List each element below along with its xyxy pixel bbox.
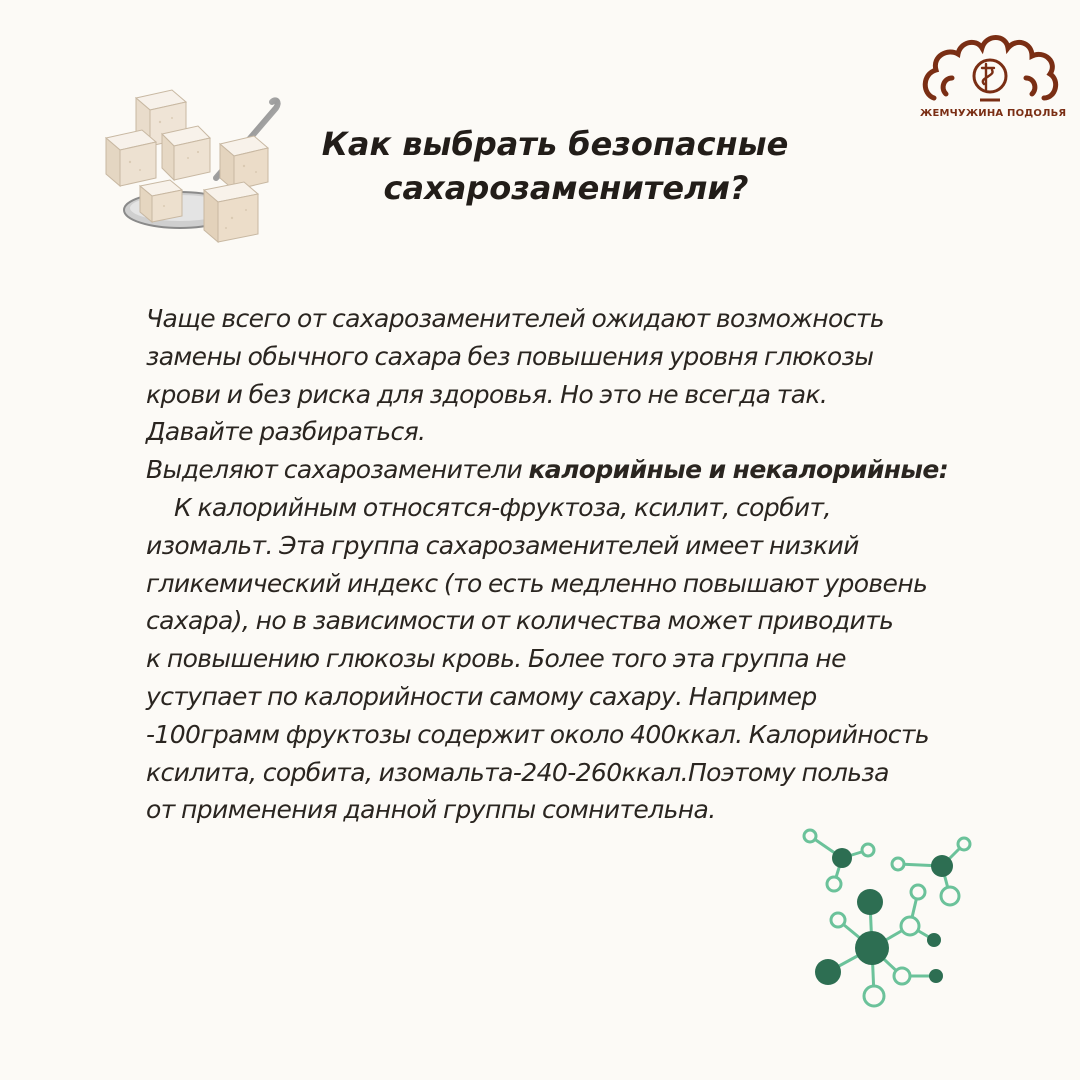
body-line: Чаще всего от сахарозаменителей ожидают возможность [146,304,884,333]
pearl-shell-icon [920,28,1060,108]
article-body [146,300,986,829]
title-line-1: Как выбрать безопасные [321,125,789,163]
body-line: замены обычного сахара без повышения уровня глюкозы [146,341,874,371]
body-line: К калорийным относятся-фруктоза, ксилит, сорбит, [174,492,831,522]
body-line: от применения данной группы сомнительна. [146,795,716,825]
classification-prefix: Выделяют сахарозаменители [146,455,529,485]
body-line-classification [146,451,986,489]
body-line: изомальт. Эта группа сахарозаменителей имеет низкий [146,530,859,560]
page-title [300,122,810,210]
body-line: крови и без риска для здоровья. Но это не всегда так. [146,379,828,409]
body-line: сахара), но в зависимости от количества может приводить [146,606,894,636]
title-line-2: сахарозаменители? [383,169,749,207]
body-line: к повышению глюкозы кровь. Более того эта группа не [146,644,846,674]
body-line: -100грамм фруктозы содержит около 400ккал. Калорийность [146,719,929,749]
body-line: гликемический индекс (то есть медленно повышают уровень [146,568,928,598]
body-line: Давайте разбираться. [146,417,426,447]
molecule-icon [798,826,988,1016]
body-line: ксилита, сорбита, изомальта-240-260ккал.Поэтому польза [146,757,889,787]
sugar-cubes-spoon-icon [100,82,290,252]
brand-logo [920,28,1067,128]
classification-emphasis: калорийные и некалорийные: [528,455,949,485]
body-line: уступает по калорийности самому сахару. Например [146,681,817,711]
brand-name: ЖЕМЧУЖИНА ПОДОЛЬЯ [920,108,1067,119]
